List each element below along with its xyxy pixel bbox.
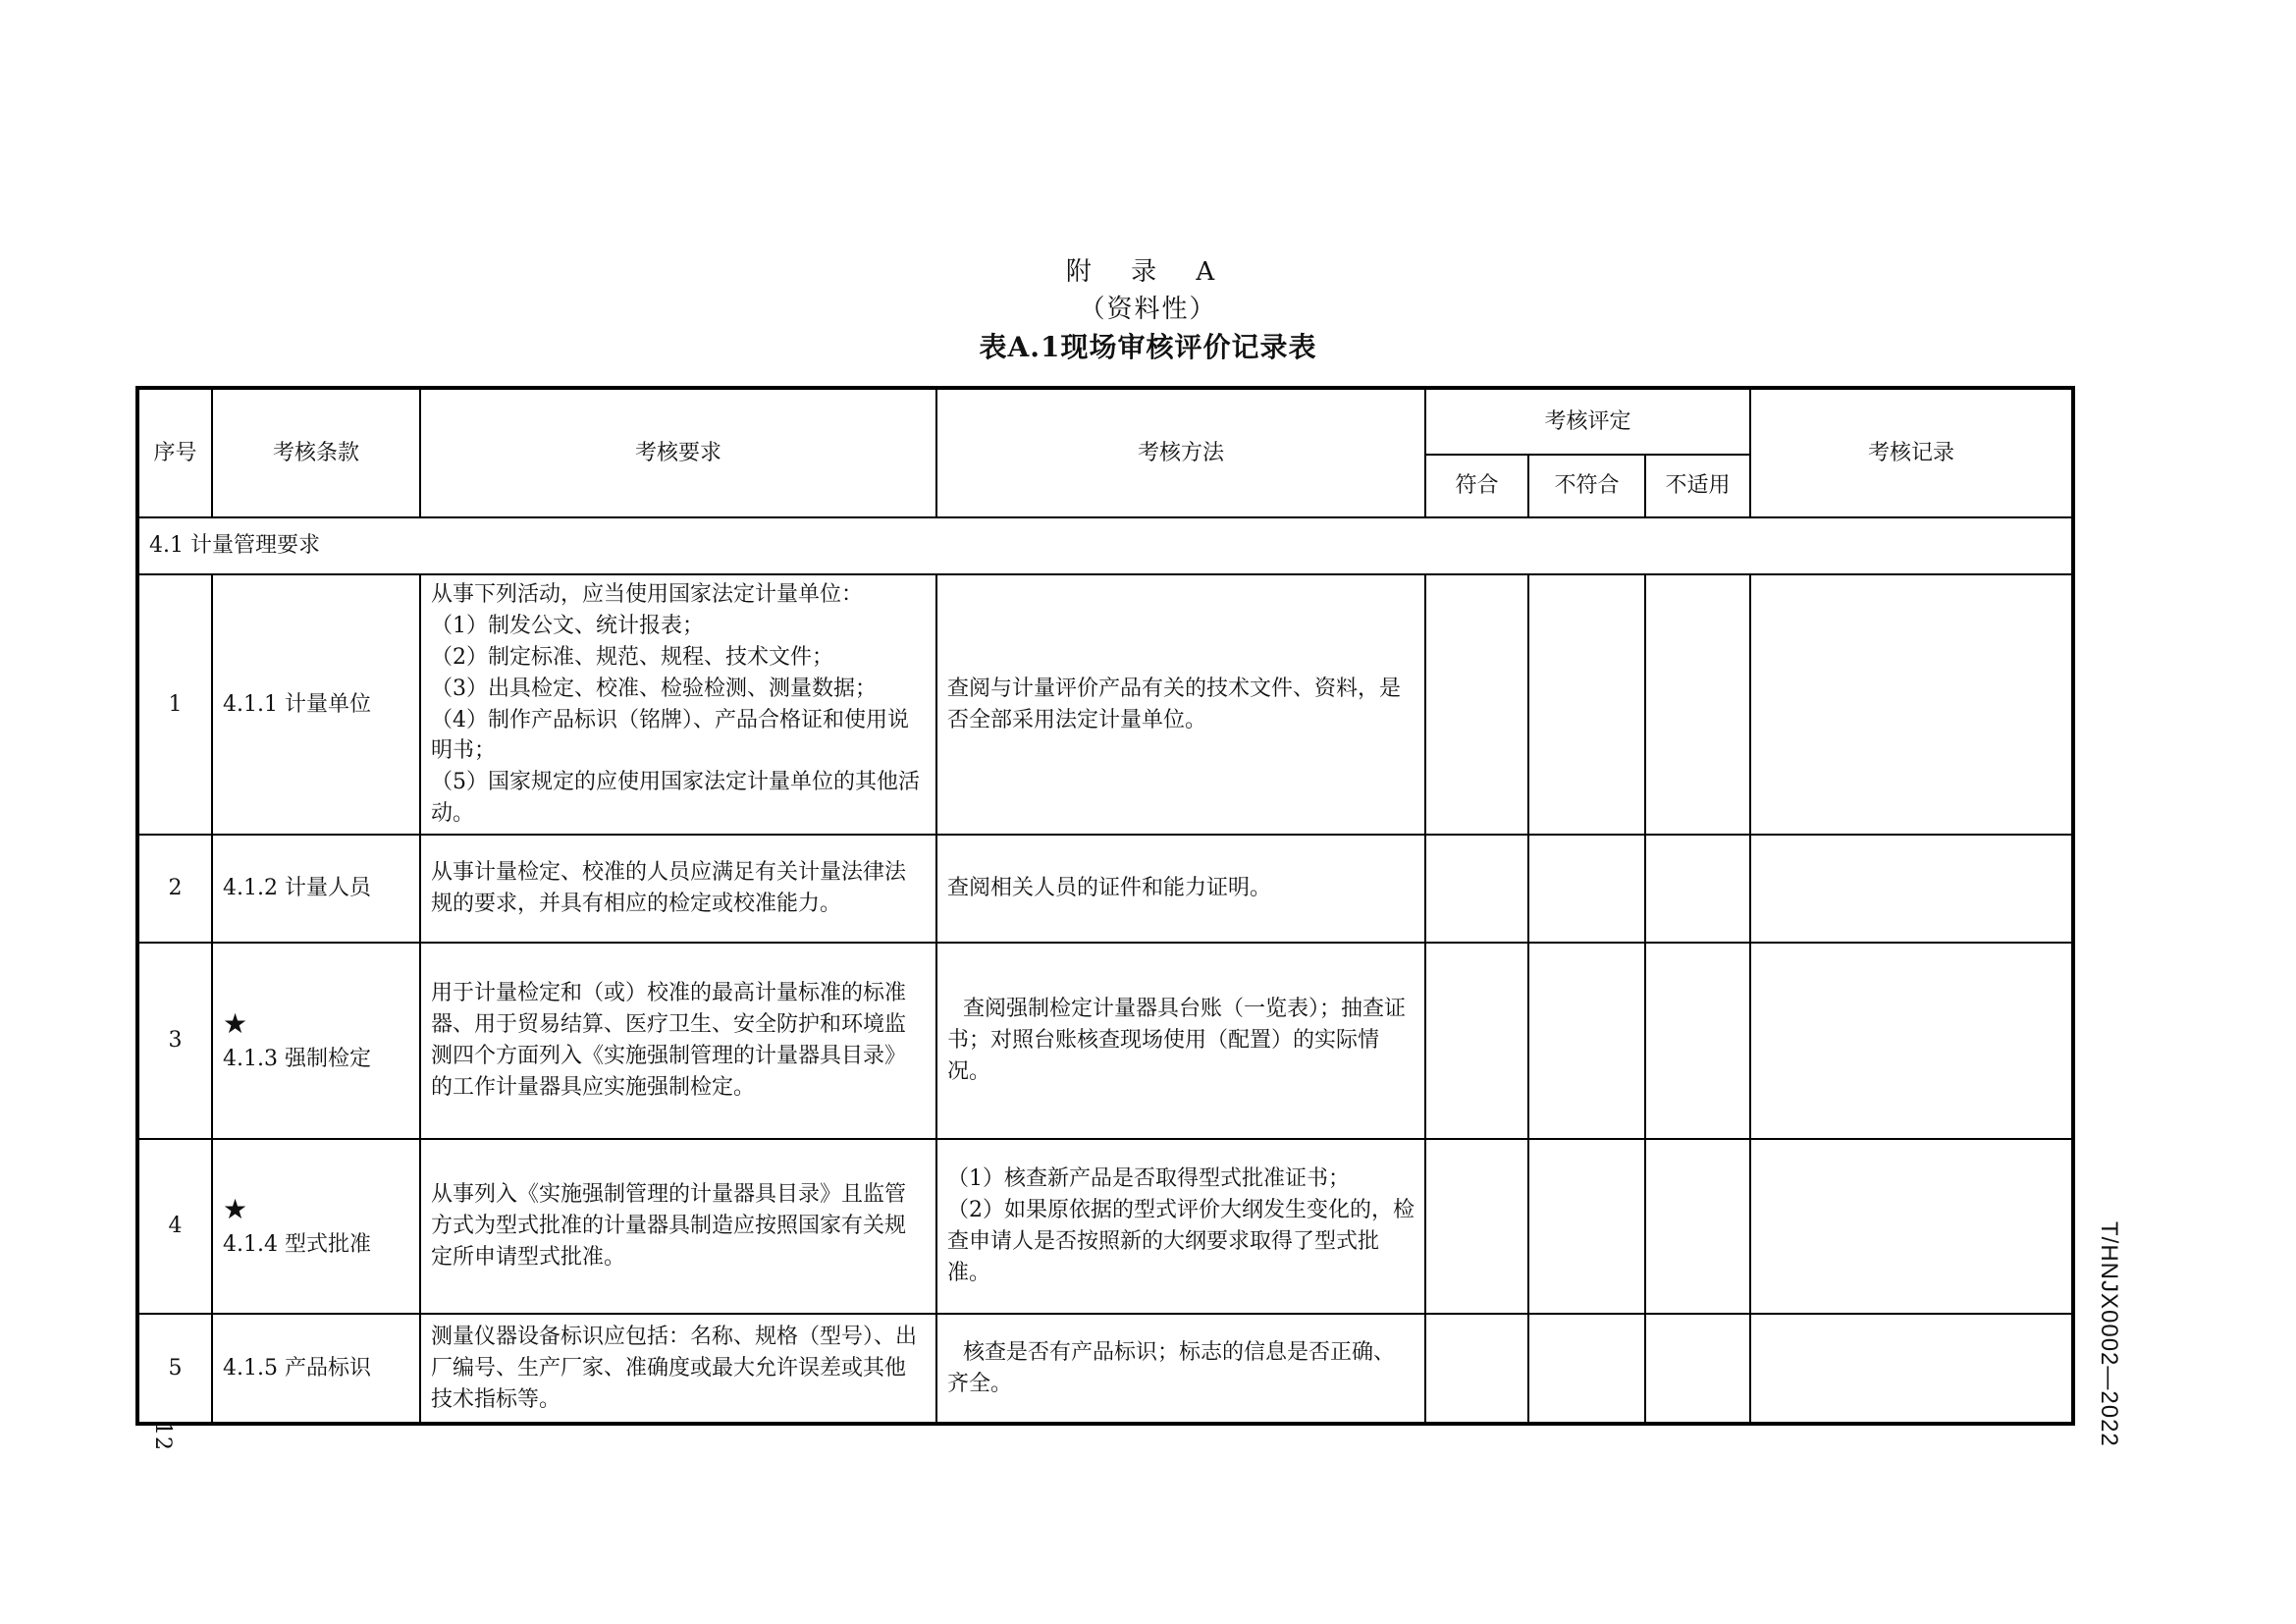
row-method (936, 943, 1425, 1139)
method-line: （2）如果原依据的型式评价大纲发生变化的，检查申请人是否按照新的大纲要求取得了型式批准。 (947, 1198, 1415, 1286)
requirement-line: （1）制发公文、统计报表； (431, 613, 704, 638)
header-record: 考核记录 (1750, 388, 2073, 517)
method-line: 查阅与计量评价产品有关的技术文件、资料，是否全部采用法定计量单位。 (947, 676, 1402, 732)
star-icon: ★ (223, 1192, 248, 1225)
header-conform: 符合 (1425, 455, 1528, 517)
requirement-line: （3）出具检定、校准、检验检测、测量数据； (431, 676, 877, 701)
table-row (137, 1314, 2073, 1424)
row-requirement (420, 1139, 936, 1314)
requirement-line: （4）制作产品标识（铭牌）、产品合格证和使用说明书； (431, 707, 909, 764)
star-icon: ★ (223, 1006, 248, 1040)
requirement-line: 测量仪器设备标识应包括：名称、规格（型号）、出厂编号、生产厂家、准确度或最大允许误差或其他技术指标等。 (431, 1324, 918, 1412)
row-clause (212, 943, 420, 1139)
row-method (936, 574, 1425, 835)
method-line: （1）核查新产品是否取得型式批准证书； (947, 1166, 1350, 1192)
cell-not-applicable[interactable] (1645, 1139, 1750, 1314)
page-number: 12 (150, 1422, 175, 1451)
requirement-line: （2）制定标准、规范、规程、技术文件； (431, 644, 833, 670)
evaluation-table (135, 386, 2075, 1426)
row-number: 2 (137, 835, 212, 943)
cell-nonconform[interactable] (1528, 574, 1645, 835)
row-method (936, 1139, 1425, 1314)
cell-not-applicable[interactable] (1645, 574, 1750, 835)
clause-text: 4.1.5 产品标识 (223, 1355, 371, 1380)
row-clause (212, 1139, 420, 1314)
table-row (137, 574, 2073, 835)
appendix-title: 附 录 A (1065, 257, 1231, 287)
cell-not-applicable[interactable] (1645, 943, 1750, 1139)
header-evaluation: 考核评定 (1425, 388, 1750, 455)
method-line: 查阅相关人员的证件和能力证明。 (947, 876, 1272, 901)
cell-conform[interactable] (1425, 835, 1528, 943)
cell-not-applicable[interactable] (1645, 835, 1750, 943)
row-clause (212, 1314, 420, 1424)
row-number: 3 (137, 943, 212, 1139)
row-requirement (420, 574, 936, 835)
cell-record[interactable] (1750, 574, 2073, 835)
section-heading: 4.1 计量管理要求 (137, 517, 2073, 574)
cell-conform[interactable] (1425, 1314, 1528, 1424)
table-title: 表A.1现场审核评价记录表 (979, 331, 1317, 363)
cell-nonconform[interactable] (1528, 943, 1645, 1139)
header-requirement: 考核要求 (420, 388, 936, 517)
requirement-line: 用于计量检定和（或）校准的最高计量标准的标准器、用于贸易结算、医疗卫生、安全防护和环境监测四个方面列入《实施强制管理的计量器具目录》的工作计量器具应实施强制检定。 (431, 981, 907, 1101)
row-requirement (420, 1314, 936, 1424)
method-line: 查阅强制检定计量器具台账（一览表）；抽查证书；对照台账核查现场使用（配置）的实际情况。 (947, 997, 1407, 1085)
row-requirement (420, 835, 936, 943)
clause-text: 4.1.2 计量人员 (223, 876, 371, 901)
clause-text: 4.1.4 型式批准 (223, 1232, 371, 1258)
row-clause (212, 835, 420, 943)
standard-code: T/HNJX0002—2022 (2096, 1221, 2122, 1447)
row-number: 4 (137, 1139, 212, 1314)
cell-nonconform[interactable] (1528, 1139, 1645, 1314)
header-nonconform: 不符合 (1528, 455, 1645, 517)
requirement-line: 从事下列活动，应当使用国家法定计量单位： (431, 582, 864, 607)
cell-record[interactable] (1750, 835, 2073, 943)
cell-conform[interactable] (1425, 943, 1528, 1139)
clause-text: 4.1.3 强制检定 (223, 1047, 371, 1072)
table-row (137, 1139, 2073, 1314)
cell-not-applicable[interactable] (1645, 1314, 1750, 1424)
cell-record[interactable] (1750, 943, 2073, 1139)
requirement-line: 从事列入《实施强制管理的计量器具目录》且监管方式为型式批准的计量器具制造应按照国家有关规定所申请型式批准。 (431, 1182, 907, 1271)
clause-text: 4.1.1 计量单位 (223, 691, 371, 717)
row-number: 1 (137, 574, 212, 835)
appendix-nature: （资料性） (1079, 295, 1217, 324)
cell-record[interactable] (1750, 1314, 2073, 1424)
cell-conform[interactable] (1425, 574, 1528, 835)
table-row (137, 943, 2073, 1139)
header-clause: 考核条款 (212, 388, 420, 517)
cell-record[interactable] (1750, 1139, 2073, 1314)
header-not-applicable: 不适用 (1645, 455, 1750, 517)
header-seq: 序号 (137, 388, 212, 517)
row-clause (212, 574, 420, 835)
cell-nonconform[interactable] (1528, 835, 1645, 943)
row-method (936, 835, 1425, 943)
cell-conform[interactable] (1425, 1139, 1528, 1314)
method-line: 核查是否有产品标识；标志的信息是否正确、齐全。 (947, 1339, 1396, 1396)
requirement-line: （5）国家规定的应使用国家法定计量单位的其他活动。 (431, 770, 920, 827)
requirement-line: 从事计量检定、校准的人员应满足有关计量法律法规的要求，并具有相应的检定或校准能力。 (431, 860, 907, 917)
row-method (936, 1314, 1425, 1424)
header-method: 考核方法 (936, 388, 1425, 517)
table-row (137, 835, 2073, 943)
row-number: 5 (137, 1314, 212, 1424)
cell-nonconform[interactable] (1528, 1314, 1645, 1424)
row-requirement (420, 943, 936, 1139)
